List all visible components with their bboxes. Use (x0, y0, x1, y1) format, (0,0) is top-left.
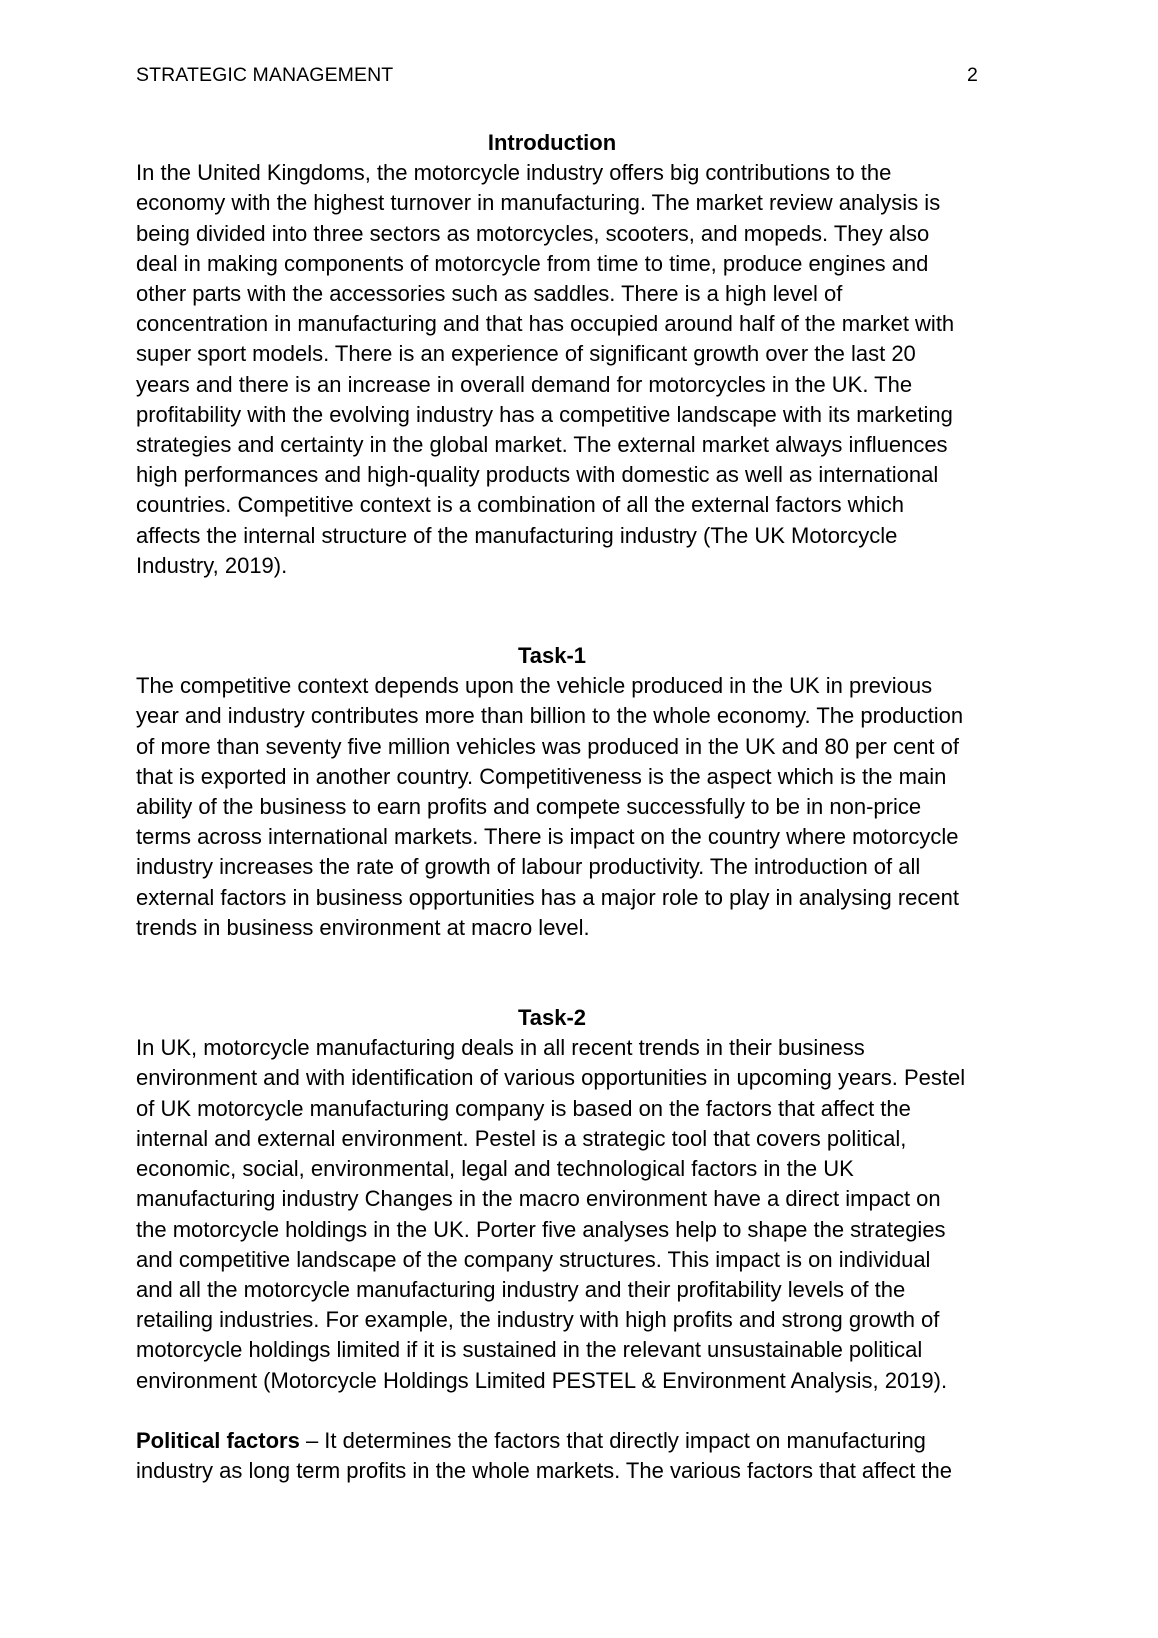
document-body (136, 128, 968, 1486)
heading-task-2: Task-2 (517, 1005, 587, 1031)
political-factors-text: – It determines the factors that directly impact on manufacturing industry as long term profits in the whole markets. The various factors that affect the (136, 1427, 953, 1483)
paragraph-political-factors (136, 1426, 968, 1486)
section-spacer (136, 943, 968, 1003)
heading-task-1: Task-1 (517, 643, 587, 669)
header-page-number: 2 (967, 64, 978, 86)
running-header (136, 64, 978, 87)
paragraph-task-2: In UK, motorcycle manufacturing deals in all recent trends in their business environment and with identification of various opportunities in upcoming years. Pestel of UK motorcycle manufacturing company is based on the factors that affect the internal and external environment. Pestel is a strategic tool that covers political, economic, social, environmental, legal and technological factors in the UK manufacturing industry Changes in the macro environment have a direct impact on the motorcycle holdings in the UK. Porter five analyses help to shape the strategies and competitive landscape of the company structures. This impact is on individual and all the motorcycle manufacturing industry and their profitability levels of the retailing industries. For example, the industry with high profits and strong growth of motorcycle holdings limited if it is sustained in the relevant unsustainable political environment (Motorcycle Holdings Limited PESTEL & Environment Analysis, 2019). (136, 1035, 966, 1393)
paragraph-task-1: The competitive context depends upon the vehicle produced in the UK in previous year and industry contributes more than billion to the whole economy. The production of more than seventy five million vehicles was produced in the UK and 80 per cent of that is exported in another country. Competitiveness is the aspect which is the main ability of the business to earn profits and compete successfully to be in non-price terms across international markets. There is impact on the country where motorcycle industry increases the rate of growth of labour productivity. The introduction of all external factors in business opportunities has a major role to play in analysing recent trends in business environment at macro level. (136, 673, 964, 940)
paragraph-introduction: In the United Kingdoms, the motorcycle industry offers big contributions to the economy with the highest turnover in manufacturing. The market review analysis is being divided into three sectors as motorcycles, scooters, and mopeds. They also deal in making components of motorcycle from time to time, produce engines and other parts with the accessories such as saddles. There is a high level of concentration in manufacturing and that has occupied around half of the market with super sport models. There is an experience of significant growth over the last 20 years and there is an increase in overall demand for motorcycles in the UK. The profitability with the evolving industry has a competitive landscape with its marketing strategies and certainty in the global market. The external market always influences high performances and high-quality products with domestic as well as international countries. Competitive context is a combination of all the external factors which affects the internal structure of the manufacturing industry (The UK Motorcycle Industry, 2019). (136, 160, 955, 578)
section-spacer (136, 581, 968, 641)
political-factors-lead-in: Political factors (136, 1427, 300, 1453)
heading-introduction: Introduction (487, 130, 617, 155)
paragraph-spacer (136, 1396, 968, 1426)
header-document-title: STRATEGIC MANAGEMENT (136, 64, 394, 86)
